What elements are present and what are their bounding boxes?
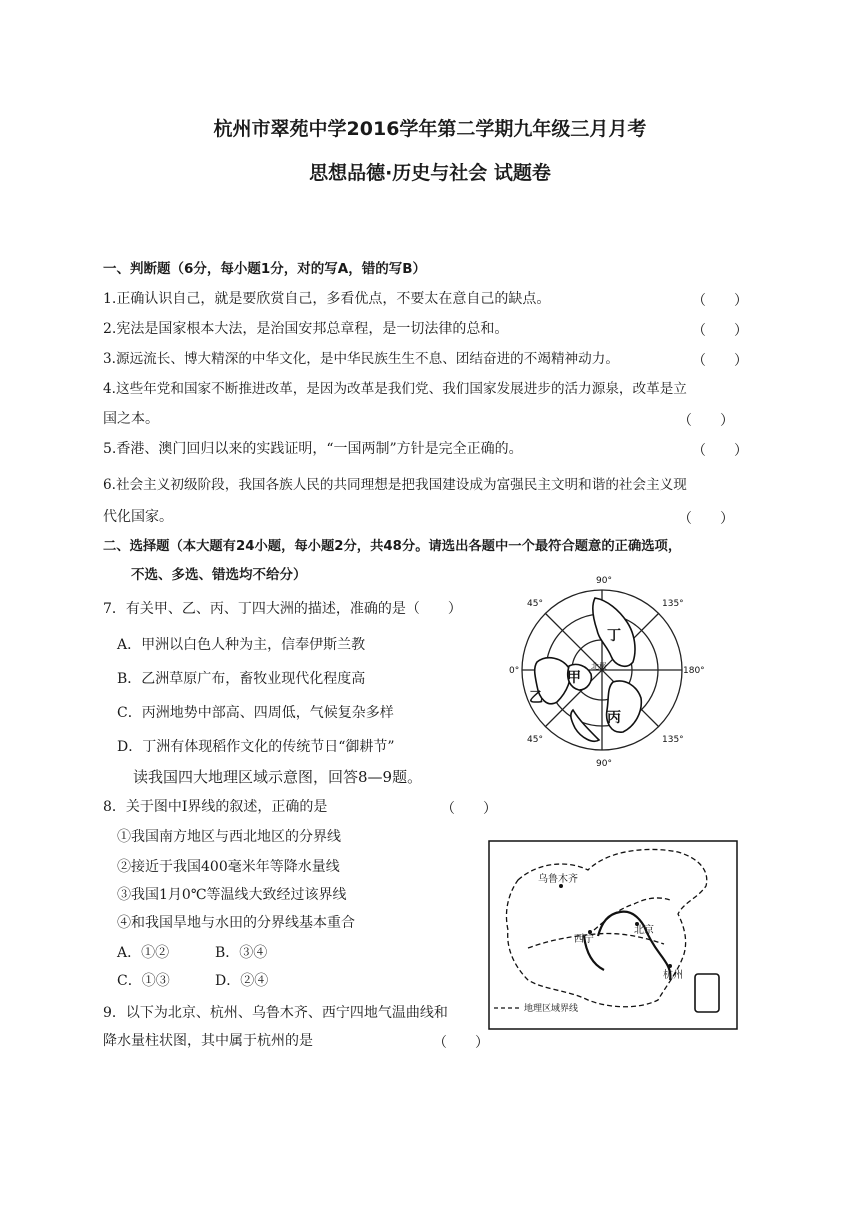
polar-label-180: 180° (683, 666, 705, 676)
q4-text-cont: 国之本。 (103, 411, 159, 427)
polar-projection-map (507, 570, 705, 770)
q9-stem-cont: 降水量柱状图，其中属于杭州的是 (103, 1033, 313, 1049)
q4-answer-blank: （ ） (678, 413, 734, 429)
q1-text: 1.正确认识自己，就是要欣赏自己，多看优点，不要太在意自己的缺点。 (103, 291, 551, 307)
q8-statement-3: ③我国1月0℃等温线大致经过该界线 (117, 887, 347, 903)
q8-statement-2: ②接近于我国400毫米年等降水量线 (117, 859, 340, 875)
q8-answer-blank: （ ） (441, 801, 497, 817)
q6-text: 6.社会主义初级阶段，我国各族人民的共同理想是把我国建设成为富强民主文明和谐的社会主义现 (103, 477, 687, 493)
polar-label-90-top: 90° (596, 576, 612, 586)
q8-option-d: D．②④ (215, 973, 269, 989)
q8-statement-1: ①我国南方地区与西北地区的分界线 (117, 829, 341, 845)
polar-label-45-tl: 45° (527, 599, 543, 609)
section2-heading-cont: 不选、多选、错选均不给分） (131, 567, 307, 583)
q6-answer-blank: （ ） (678, 511, 734, 527)
china-map-city-xining: 西宁 (574, 934, 594, 945)
q8-stem: 8．关于图中Ⅰ界线的叙述，正确的是 (103, 799, 328, 815)
china-regions-map (488, 840, 738, 1030)
section1-heading: 一、判断题（6分，每小题1分，对的写A，错的写B） (103, 261, 427, 277)
q4-text: 4.这些年党和国家不断推进改革，是因为改革是我们党、我们国家发展进步的活力源泉，改革是立 (103, 381, 687, 397)
polar-label-north-pole: 北极 (591, 662, 607, 671)
q3-text: 3.源远流长、博大精深的中华文化，是中华民族生生不息、团结奋进的不竭精神动力。 (103, 351, 619, 367)
exam-subtitle: 思想品德·历史与社会 试题卷 (309, 162, 551, 184)
q2-text: 2.宪法是国家根本大法，是治国安邦总章程，是一切法律的总和。 (103, 321, 509, 337)
q2-answer-blank: （ ） (692, 323, 748, 339)
china-map-legend: 地理区域界线 (524, 1004, 579, 1014)
polar-label-ding: 丁 (607, 628, 621, 644)
q7-option-c: C．丙洲地势中部高、四周低，气候复杂多样 (117, 705, 394, 721)
q7-stem: 7．有关甲、乙、丙、丁四大洲的描述，准确的是（ ） (103, 601, 462, 617)
china-map-city-urumqi: 乌鲁木齐 (538, 874, 578, 885)
q3-answer-blank: （ ） (692, 353, 748, 369)
q8-option-c: C．①③ (117, 973, 170, 989)
polar-label-135-br: 135° (662, 735, 684, 745)
section2-heading: 二、选择题（本大题有24小题，每小题2分，共48分。请选出各题中一个最符合题意的正确选项， (103, 539, 682, 554)
polar-label-0: 0° (509, 666, 520, 676)
polar-label-jia: 甲 (567, 670, 581, 686)
q6-text-cont: 代化国家。 (103, 509, 173, 525)
china-map-city-beijing: 北京 (634, 925, 654, 936)
q5-answer-blank: （ ） (692, 443, 748, 459)
q5-text: 5.香港、澳门回归以来的实践证明，“一国两制”方针是完全正确的。 (103, 441, 523, 457)
q1-answer-blank: （ ） (692, 293, 748, 309)
exam-title: 杭州市翠苑中学2016学年第二学期九年级三月月考 (213, 118, 647, 140)
q7-option-a: A．甲洲以白色人种为主，信奉伊斯兰教 (117, 637, 366, 653)
q8-option-b: B．③④ (215, 945, 268, 961)
polar-label-45-bl: 45° (527, 735, 543, 745)
q7-option-b: B．乙洲草原广布，畜牧业现代化程度高 (117, 671, 366, 687)
q9-answer-blank: （ ） (433, 1035, 489, 1051)
q8-option-a: A．①② (117, 945, 170, 961)
q9-stem: 9．以下为北京、杭州、乌鲁木齐、西宁四地气温曲线和 (103, 1005, 448, 1021)
china-map-city-hangzhou: 杭州 (663, 970, 683, 981)
polar-label-90-bottom: 90° (596, 759, 612, 769)
q7-option-d: D．丁洲有体现稻作文化的传统节日“御耕节” (117, 739, 395, 755)
polar-label-135-tr: 135° (662, 599, 684, 609)
polar-label-yi: 乙 (529, 690, 543, 706)
polar-label-bing: 丙 (607, 710, 621, 726)
q8-statement-4: ④和我国旱地与水田的分界线基本重合 (117, 915, 355, 931)
reading-instruction: 读我国四大地理区域示意图，回答8—9题。 (133, 768, 423, 786)
